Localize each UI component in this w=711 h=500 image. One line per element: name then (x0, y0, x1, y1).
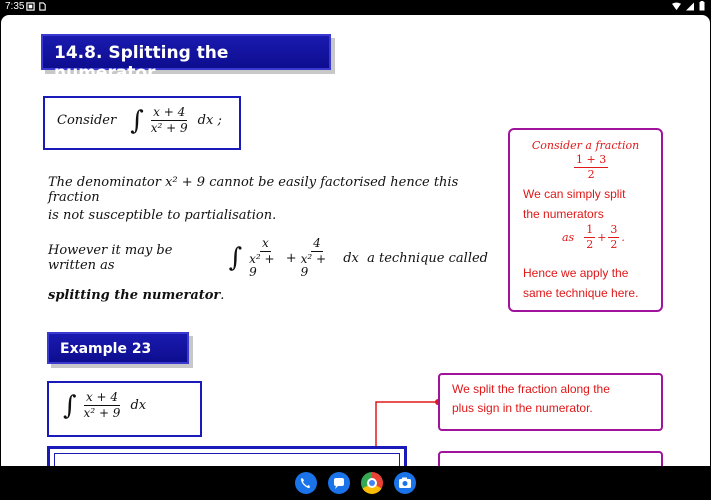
section-title: 14.8. Splitting the numerator (41, 34, 331, 70)
bottom-solution-frame (47, 446, 407, 466)
signal-icon (686, 2, 694, 11)
fraction-denominator: x² + 9 (249, 252, 275, 280)
fraction-denominator: 2 (587, 168, 595, 182)
plus-sign: + (597, 231, 607, 245)
side-note-box (508, 128, 663, 312)
fraction-numerator: 1 + 3 (574, 154, 608, 168)
consider-word: Consider (57, 113, 117, 129)
side-note-line-2: the numerators (523, 207, 604, 221)
paragraph-technique-name (48, 288, 224, 303)
rewrite-suffix: dx a technique called (343, 250, 488, 266)
fraction-numerator: 4 (311, 237, 323, 252)
phone-icon[interactable] (295, 472, 317, 494)
example-suffix: dx (130, 398, 147, 414)
paragraph-denominator: The denominator x² + 9 cannot be easily factorised hence this fraction (48, 175, 459, 205)
paragraph-rewrite (48, 237, 488, 280)
fraction-denominator: 2 (586, 238, 594, 252)
fraction-denominator: x² + 9 (300, 252, 327, 280)
example-title: Example 23 (47, 332, 189, 364)
split-fraction-1 (584, 224, 595, 251)
side-note-fraction (574, 154, 608, 181)
rewrite-prefix: However it may be written as (48, 243, 173, 274)
wifi-icon (672, 2, 681, 11)
side-note-consider: Consider a fraction (531, 139, 640, 152)
technique-name: splitting the numerator (48, 288, 221, 303)
callout-line-1: We split the fraction along the (452, 382, 610, 396)
consider-numerator: x + 4 (151, 106, 187, 121)
second-callout-box (438, 451, 663, 466)
example-integral-box (47, 381, 202, 437)
rewrite-fraction-2 (299, 237, 336, 280)
side-note-line-1: We can simply split (523, 187, 626, 201)
integral-sign: ∫ (130, 105, 144, 136)
fraction-numerator: x + 4 (84, 391, 120, 406)
battery-icon (699, 1, 705, 11)
paragraph-partialisation: is not susceptible to partialisation. (48, 208, 277, 223)
fraction-numerator: 3 (608, 224, 619, 238)
split-fraction-2 (608, 224, 619, 251)
status-bar (0, 0, 711, 14)
consider-denominator: x² + 9 (150, 121, 188, 136)
document-page[interactable] (1, 15, 710, 466)
bottom-frame-inner (54, 453, 400, 466)
period: . (220, 288, 225, 303)
side-note-line-4: same technique here. (523, 286, 639, 300)
messages-icon[interactable] (328, 472, 350, 494)
as-word: as (562, 231, 575, 245)
sim-icon (38, 2, 47, 11)
side-note-split-expression (562, 224, 625, 251)
consider-suffix: dx ; (197, 113, 222, 129)
notification-icon (26, 2, 35, 11)
taskbar (0, 466, 711, 500)
rewrite-fraction-1 (247, 237, 284, 280)
callout-box (438, 373, 663, 431)
chrome-icon[interactable] (361, 472, 383, 494)
side-note-line-3: Hence we apply the (523, 266, 629, 280)
integral-sign: ∫ (63, 390, 77, 421)
period: . (621, 231, 625, 245)
fraction-numerator: x (260, 237, 271, 252)
camera-icon[interactable] (394, 472, 416, 494)
integral-sign: ∫ (228, 243, 243, 274)
fraction-denominator: x² + 9 (83, 406, 121, 421)
fraction-denominator: 2 (610, 238, 618, 252)
fraction-numerator: 1 (584, 224, 595, 238)
callout-line-2: plus sign in the numerator. (452, 401, 593, 416)
consider-integral-box (43, 96, 241, 150)
status-time: 7:35 (5, 1, 25, 12)
plus-sign: + (285, 250, 297, 266)
consider-fraction (149, 106, 190, 135)
example-fraction (82, 391, 123, 420)
